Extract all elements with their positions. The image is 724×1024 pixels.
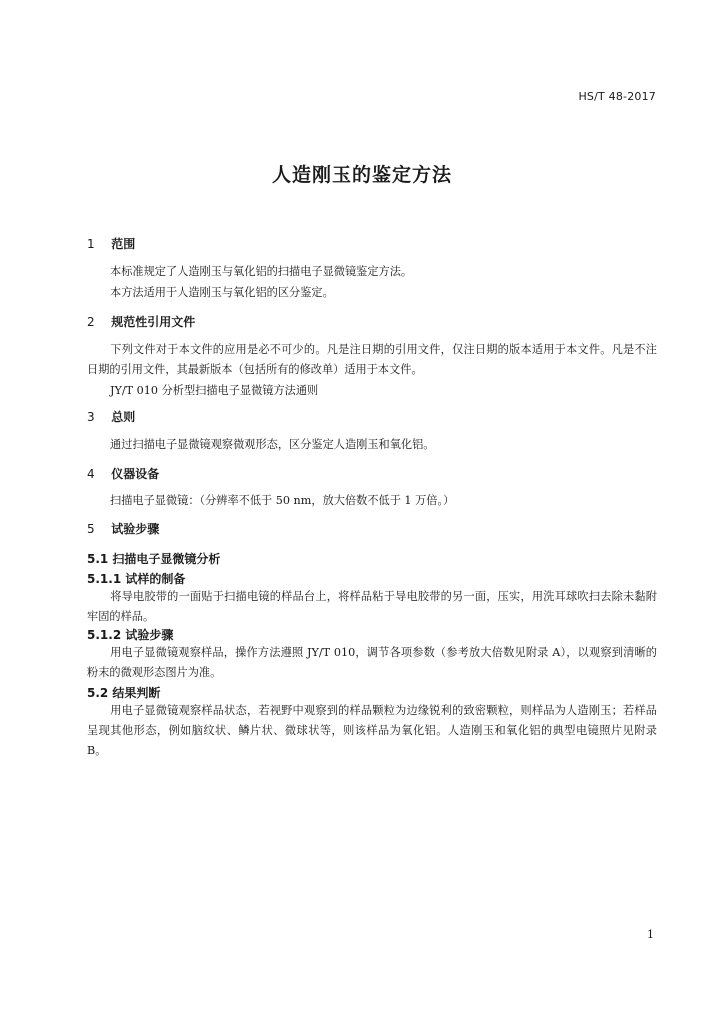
paragraph [87, 643, 657, 683]
subsection-5-2-heading: 5.2 结果判断 [87, 686, 161, 700]
document-title: 人造刚玉的鉴定方法 [271, 164, 452, 186]
paragraph [87, 701, 657, 761]
standard-code: HS/T 48-2017 [578, 90, 656, 103]
paragraph-text: 用电子显微镜观察样品，操作方法遵照 JY/T 010，调节各项参数（参考放大倍数见附录 A），以观察到清晰的粉末的微观形态图片为准。 [87, 646, 657, 679]
paragraph [87, 587, 657, 627]
section-3-heading [87, 408, 135, 425]
page-number: 1 [647, 928, 654, 941]
paragraph-text: 将导电胶带的一面贴于扫描电镜的样品台上，将样品粘于导电胶带的另一面，压实，用洗耳球吹扫去除未黏附牢固的样品。 [87, 590, 657, 623]
section-2-heading [87, 313, 195, 330]
reference-item: JY/T 010 分析型扫描电子显微镜方法通则 [110, 384, 319, 397]
section-title: 总则 [111, 410, 136, 424]
paragraph: 通过扫描电子显微镜观察微观形态，区分鉴定人造刚玉和氧化铝。 [110, 438, 435, 451]
subsection-5-1-heading: 5.1 扫描电子显微镜分析 [87, 552, 221, 566]
paragraph: 本方法适用于人造刚玉与氧化铝的区分鉴定。 [110, 286, 334, 299]
section-title: 试验步骤 [111, 522, 160, 536]
paragraph: 本标准规定了人造刚玉与氧化铝的扫描电子显微镜鉴定方法。 [110, 265, 413, 278]
section-5-heading [87, 520, 159, 537]
paragraph-text: 下列文件对于本文件的应用是必不可少的。凡是注日期的引用文件，仅注日期的版本适用于本文件。凡是不注日期的引用文件，其最新版本（包括所有的修改单）适用于本文件。 [87, 343, 657, 376]
section-number: 4 [87, 467, 95, 481]
paragraph [87, 340, 657, 380]
section-number: 2 [87, 315, 95, 329]
paragraph: 扫描电子显微镜：（分辨率不低于 50 nm，放大倍数不低于 1 万倍。） [110, 494, 455, 507]
section-number: 5 [87, 522, 95, 536]
section-1-heading [87, 235, 135, 252]
subsection-5-1-2-heading: 5.1.2 试验步骤 [87, 628, 174, 642]
section-number: 1 [87, 237, 95, 251]
subsection-5-1-1-heading: 5.1.1 试样的制备 [87, 572, 186, 586]
paragraph-text: 用电子显微镜观察样品状态，若视野中观察到的样品颗粒为边缘锐利的致密颗粒，则样品为人造刚玉；若样品呈现其他形态，例如脑纹状、鳞片状、微球状等，则该样品为氧化铝。人造刚玉和氧化铝的典型电镜照片见附录 B。 [87, 704, 657, 757]
section-title: 仪器设备 [111, 467, 160, 481]
section-title: 规范性引用文件 [111, 315, 196, 329]
section-4-heading [87, 465, 159, 482]
section-number: 3 [87, 410, 95, 424]
section-title: 范围 [111, 237, 136, 251]
